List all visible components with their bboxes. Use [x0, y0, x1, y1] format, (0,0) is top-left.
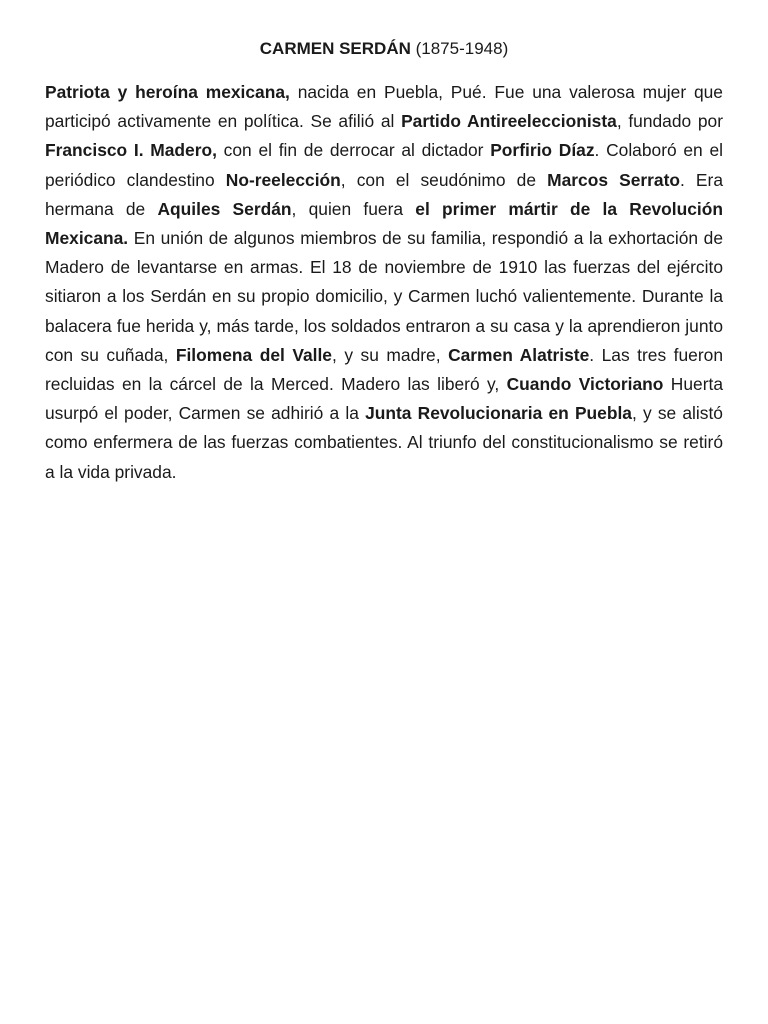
- text-run: , con el seudónimo de: [340, 169, 548, 190]
- text-run-bold: Patriota y heroína mexicana,: [45, 82, 290, 102]
- document-title: [0, 38, 768, 60]
- text-run-bold: Filomena del Valle: [175, 344, 332, 365]
- text-run-bold: Partido Antireeleccionista: [401, 111, 617, 132]
- text-run-bold: Carmen Alatriste: [448, 344, 590, 365]
- title-years: (1875-1948): [410, 39, 509, 58]
- text-run: nacida en Puebla, Pué. Fue una valerosa mujer que participó activamente en política. Se afilió al: [45, 82, 723, 132]
- text-run: , y su madre,: [331, 344, 449, 365]
- text-run: , fundado por: [616, 111, 724, 132]
- text-run: . Las tres fueron recluidas en la cárcel de la Merced. Madero las liberó y,: [45, 344, 723, 395]
- text-run: , quien fuera: [291, 198, 416, 219]
- text-run-bold: Cuando Victoriano: [506, 374, 664, 395]
- biography-paragraph: [45, 78, 723, 487]
- text-run-bold: Porfirio Díaz: [490, 140, 595, 161]
- text-run-bold: Aquiles Serdán: [157, 198, 292, 219]
- text-run-bold: el primer mártir de la Revolución Mexicana.: [45, 198, 723, 249]
- text-run: Huerta usurpó el poder, Carmen se adhirió a la: [45, 374, 723, 424]
- text-run-bold: No-reelección: [225, 169, 341, 190]
- title-name: CARMEN SERDÁN: [259, 39, 411, 58]
- text-run: . Colaboró en el periódico clandestino: [45, 140, 723, 190]
- text-run: . Era hermana de: [45, 169, 723, 219]
- text-run-bold: Marcos Serrato: [547, 169, 680, 190]
- text-run: con el fin de derrocar al dictador: [216, 140, 491, 161]
- text-run-bold: Francisco I. Madero,: [45, 140, 217, 161]
- text-run-bold: Junta Revolucionaria en Puebla: [365, 403, 632, 424]
- text-run: , y se alistó como enfermera de las fuerzas combatientes. Al triunfo del constitucionalismo se retiró a la vida privada.: [45, 403, 723, 482]
- text-run: En unión de algunos miembros de su familia, respondió a la exhortación de Madero de levantarse en armas. El 18 de noviembre de 1910 las fuerzas del ejército sitiaron a los Serdán en su propio domicilio, y Carmen luchó valientemente. Durante la balacera fue herida y, más tarde, los soldados entraron a su casa y la aprendieron junto con su cuñada,: [45, 228, 723, 365]
